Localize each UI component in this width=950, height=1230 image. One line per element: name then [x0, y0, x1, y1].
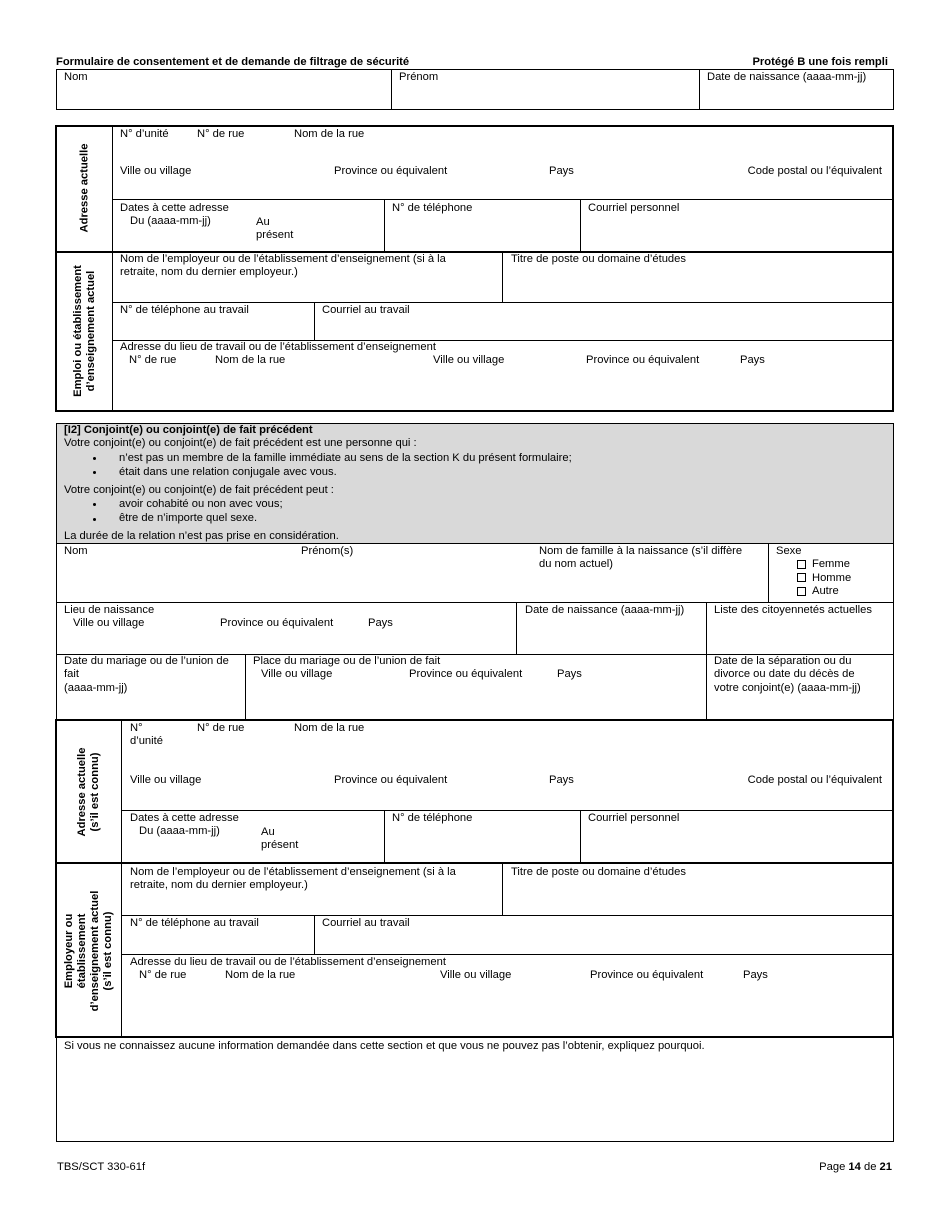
birth-country-label: Pays: [368, 617, 393, 629]
sex-femme-checkbox[interactable]: [797, 560, 806, 569]
bullet-a-1: n’est pas un membre de la famille immédiate au sens de la section K du présent formulaire;: [119, 452, 572, 464]
from-label: Du (aaaa-mm-jj): [130, 215, 211, 227]
marriage-province-label: Province ou équivalent: [409, 668, 523, 680]
birth-city-label: Ville ou village: [73, 617, 145, 629]
sex-autre-checkbox[interactable]: [797, 587, 806, 596]
street-name-label: Nom de la rue: [294, 128, 365, 140]
section-i2-title: [I2] Conjoint(e) ou conjoint(e) de fait précédent: [64, 424, 313, 436]
sex-homme-label: Homme: [812, 572, 852, 584]
spouse-present-label: présent: [261, 839, 299, 851]
spouse-street-no-label: N° de rue: [197, 722, 245, 734]
birth-name-label: Nom de famille à la naissance (s’il diffère: [539, 545, 743, 557]
province-label: Province ou équivalent: [334, 165, 448, 177]
section-i2-intro2: Votre conjoint(e) ou conjoint(e) de fait précédent peut :: [64, 484, 334, 496]
work-address-label: Adresse du lieu de travail ou de l’établissement d’enseignement: [120, 341, 436, 353]
section-i2-intro: Votre conjoint(e) ou conjoint(e) de fait précédent est une personne qui :: [64, 437, 417, 449]
spouse-work-province-label: Province ou équivalent: [590, 969, 704, 981]
sex-autre-label: Autre: [812, 585, 839, 597]
spouse-work-city-label: Ville ou village: [440, 969, 512, 981]
birth-name-label-2: du nom actuel): [539, 558, 614, 570]
bullet-b-2: être de n’importe quel sexe.: [119, 512, 258, 524]
marriage-date-label-3: (aaaa-mm-jj): [64, 682, 128, 694]
marriage-city-label: Ville ou village: [261, 668, 333, 680]
spouse-dates-label: Dates à cette adresse: [130, 812, 239, 824]
separation-label-3: votre conjoint(e) (aaaa-mm-jj): [714, 682, 861, 694]
spouse-postal-label: Code postal ou l’équivalent: [747, 774, 882, 786]
work-country-label: Pays: [740, 354, 765, 366]
spouse-work-country-label: Pays: [743, 969, 768, 981]
spouse-from-label: Du (aaaa-mm-jj): [139, 825, 220, 837]
sex-femme-label: Femme: [812, 558, 850, 570]
birthplace-label: Lieu de naissance: [64, 604, 155, 616]
sex-homme-checkbox[interactable]: [797, 573, 806, 582]
present-label: présent: [256, 229, 294, 241]
protection-level: Protégé B une fois rempli: [752, 56, 888, 68]
bullet-a-2: était dans une relation conjugale avec vous.: [119, 466, 337, 478]
explanation-prompt: Si vous ne connaissez aucune information demandée dans cette section et que vous ne pouvez pas l’obtenir, expliquez pourquoi.: [64, 1040, 705, 1052]
spouse-work-street-no-label: N° de rue: [139, 969, 187, 981]
birth-province-label: Province ou équivalent: [220, 617, 334, 629]
spouse-job-title-label: Titre de poste ou domaine d’études: [511, 866, 686, 878]
street-no-label: N° de rue: [197, 128, 245, 140]
spouse-work-email-label: Courriel au travail: [322, 917, 410, 929]
work-email-label: Courriel au travail: [322, 304, 410, 316]
nom-label: Nom: [64, 71, 88, 83]
work-phone-label: N° de téléphone au travail: [120, 304, 249, 316]
spouse-prenoms-label: Prénom(s): [301, 545, 354, 557]
unit-label: N° d’unité: [120, 128, 169, 140]
dates-label: Dates à cette adresse: [120, 202, 229, 214]
spouse-dob-label: Date de naissance (aaaa-mm-jj): [525, 604, 685, 616]
job-title-label: Titre de poste ou domaine d’études: [511, 253, 686, 265]
page-number: Page 14 de 21: [819, 1161, 892, 1173]
spouse-to-label: Au: [261, 826, 275, 838]
work-street-no-label: N° de rue: [129, 354, 177, 366]
spouse-city-label: Ville ou village: [130, 774, 202, 786]
spouse-province-label: Province ou équivalent: [334, 774, 448, 786]
marriage-date-label: Date du mariage ou de l’union de: [64, 655, 229, 667]
spouse-nom-label: Nom: [64, 545, 88, 557]
marriage-date-label-2: fait: [64, 668, 79, 680]
city-label: Ville ou village: [120, 165, 192, 177]
separation-label: Date de la séparation ou du: [714, 655, 852, 667]
spouse-employer-label: Nom de l’employeur ou de l’établissement d’enseignement (si à la: [130, 866, 456, 878]
separation-label-2: divorce ou date du décès de: [714, 668, 855, 680]
employer-label: Nom de l’employeur ou de l’établissement d’enseignement (si à la: [120, 253, 446, 265]
email-label: Courriel personnel: [588, 202, 680, 214]
form-title: Formulaire de consentement et de demande de filtrage de sécurité: [56, 56, 410, 68]
employer-label-2: retraite, nom du dernier employeur.): [120, 266, 298, 278]
spouse-street-name-label: Nom de la rue: [294, 722, 365, 734]
citizenships-label: Liste des citoyennetés actuelles: [714, 604, 872, 616]
work-street-name-label: Nom de la rue: [215, 354, 286, 366]
spouse-work-phone-label: N° de téléphone au travail: [130, 917, 259, 929]
spouse-work-address-label: Adresse du lieu de travail ou de l’établissement d’enseignement: [130, 956, 446, 968]
postal-label: Code postal ou l’équivalent: [747, 165, 882, 177]
form-code: TBS/SCT 330-61f: [57, 1161, 146, 1173]
spouse-unit-label: N°: [130, 722, 143, 734]
to-label: Au: [256, 216, 270, 228]
sexe-label: Sexe: [776, 545, 802, 557]
work-city-label: Ville ou village: [433, 354, 505, 366]
dob-label: Date de naissance (aaaa-mm-jj): [707, 71, 867, 83]
work-province-label: Province ou équivalent: [586, 354, 700, 366]
spouse-phone-label: N° de téléphone: [392, 812, 473, 824]
duration-note: La durée de la relation n’est pas prise en considération.: [64, 530, 339, 542]
phone-label: N° de téléphone: [392, 202, 473, 214]
marriage-country-label: Pays: [557, 668, 582, 680]
bullet-b-1: avoir cohabité ou non avec vous;: [119, 498, 283, 510]
spouse-work-street-name-label: Nom de la rue: [225, 969, 296, 981]
spouse-unit-label-2: d’unité: [130, 735, 163, 747]
spouse-email-label: Courriel personnel: [588, 812, 680, 824]
prenom-label: Prénom: [399, 71, 439, 83]
spouse-country-label: Pays: [549, 774, 574, 786]
country-label: Pays: [549, 165, 574, 177]
explanation-field[interactable]: [57, 1055, 893, 1141]
spouse-employer-label-2: retraite, nom du dernier employeur.): [130, 879, 308, 891]
marriage-place-label: Place du mariage ou de l’union de fait: [253, 655, 441, 667]
